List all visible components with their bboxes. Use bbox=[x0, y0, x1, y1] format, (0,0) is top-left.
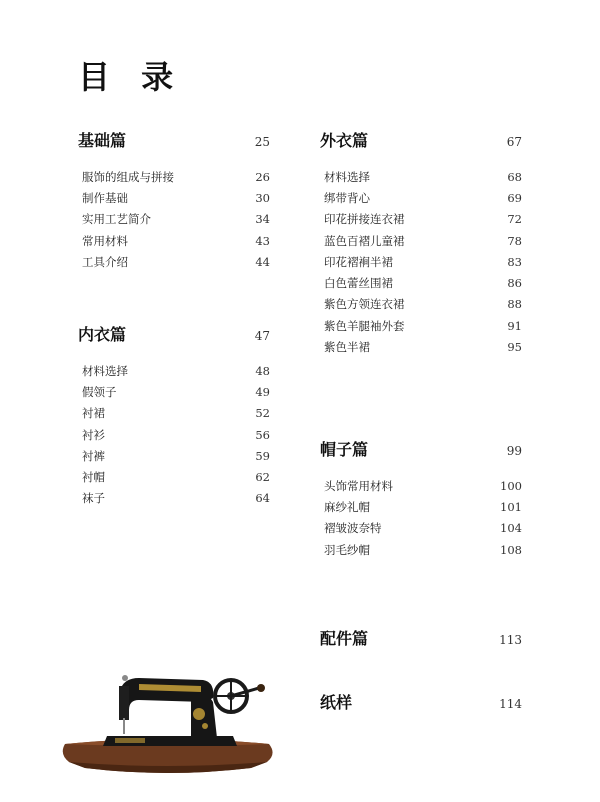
entry-page: 100 bbox=[500, 478, 522, 493]
entry-label: 白色蕾丝围裙 bbox=[324, 276, 393, 291]
entry-page: 68 bbox=[507, 169, 522, 184]
section-heading[interactable] bbox=[320, 690, 522, 712]
toc-entry[interactable] bbox=[324, 475, 522, 496]
entry-page: 62 bbox=[255, 470, 270, 485]
section-page: 47 bbox=[254, 329, 270, 343]
entry-page: 72 bbox=[507, 212, 522, 227]
entry-label: 绑带背心 bbox=[324, 190, 370, 205]
entry-page: 91 bbox=[507, 318, 522, 333]
toc-entry[interactable] bbox=[324, 166, 522, 187]
entry-label: 假领子 bbox=[82, 384, 117, 399]
section-heading[interactable] bbox=[320, 626, 522, 648]
section-peijian bbox=[320, 626, 522, 648]
entry-label: 褶皱波奈特 bbox=[324, 521, 382, 536]
entry-page: 30 bbox=[255, 190, 270, 205]
entry-page: 95 bbox=[507, 340, 522, 355]
entry-label: 制作基础 bbox=[82, 190, 128, 205]
toc-entry[interactable] bbox=[82, 403, 270, 424]
toc-entry[interactable] bbox=[324, 187, 522, 208]
toc-entry[interactable] bbox=[324, 209, 522, 230]
entry-label: 常用材料 bbox=[82, 233, 128, 248]
entry-label: 衬帽 bbox=[82, 470, 105, 485]
section-zhiyang bbox=[320, 690, 522, 712]
section-jichu bbox=[78, 128, 270, 272]
entry-label: 印花褶裥半裙 bbox=[324, 254, 393, 269]
toc-entry[interactable] bbox=[324, 518, 522, 539]
entry-label: 紫色羊腿袖外套 bbox=[324, 318, 405, 333]
toc-entry[interactable] bbox=[82, 166, 270, 187]
section-title: 外衣篇 bbox=[320, 131, 369, 150]
section-heading[interactable] bbox=[78, 128, 270, 150]
entry-label: 蓝色百褶儿童裙 bbox=[324, 233, 405, 248]
section-neiyi bbox=[78, 322, 270, 509]
entry-label: 衬裙 bbox=[82, 406, 105, 421]
section-page: 25 bbox=[254, 135, 270, 149]
entry-label: 头饰常用材料 bbox=[324, 478, 393, 493]
section-page: 67 bbox=[506, 135, 522, 149]
entry-label: 材料选择 bbox=[82, 363, 128, 378]
entry-label: 紫色半裙 bbox=[324, 340, 370, 355]
entry-page: 43 bbox=[255, 233, 270, 248]
entry-label: 实用工艺简介 bbox=[82, 212, 151, 227]
section-title: 基础篇 bbox=[78, 131, 127, 150]
section-page: 113 bbox=[499, 633, 522, 647]
toc-entry[interactable] bbox=[82, 445, 270, 466]
entry-page: 69 bbox=[507, 190, 522, 205]
section-title: 配件篇 bbox=[320, 629, 369, 648]
entry-page: 86 bbox=[507, 276, 522, 291]
toc-entry[interactable] bbox=[82, 424, 270, 445]
entry-page: 44 bbox=[255, 254, 270, 269]
entry-page: 59 bbox=[255, 448, 270, 463]
toc-entry[interactable] bbox=[82, 209, 270, 230]
entry-page: 64 bbox=[255, 491, 270, 506]
entry-label: 服饰的组成与拼接 bbox=[82, 169, 174, 184]
entry-label: 麻纱礼帽 bbox=[324, 499, 370, 514]
entry-page: 83 bbox=[507, 254, 522, 269]
entry-label: 衬衫 bbox=[82, 427, 105, 442]
entry-page: 34 bbox=[255, 212, 270, 227]
section-maozi bbox=[320, 437, 522, 560]
toc-entry[interactable] bbox=[82, 466, 270, 487]
sewing-machine-illustration bbox=[55, 658, 280, 778]
entry-page: 104 bbox=[500, 521, 522, 536]
toc-entry[interactable] bbox=[82, 230, 270, 251]
toc-entry[interactable] bbox=[324, 251, 522, 272]
toc-entry[interactable] bbox=[82, 187, 270, 208]
toc-entry[interactable] bbox=[324, 294, 522, 315]
toc-entry[interactable] bbox=[324, 496, 522, 517]
entry-label: 羽毛纱帽 bbox=[324, 542, 370, 557]
entry-label: 印花拼接连衣裙 bbox=[324, 212, 405, 227]
section-page: 99 bbox=[506, 444, 522, 458]
entry-page: 101 bbox=[500, 499, 522, 514]
toc-entry[interactable] bbox=[324, 315, 522, 336]
entry-label: 紫色方领连衣裙 bbox=[324, 297, 405, 312]
section-waiyi bbox=[320, 128, 522, 358]
entry-label: 材料选择 bbox=[324, 169, 370, 184]
section-title: 内衣篇 bbox=[78, 325, 127, 344]
toc-entry[interactable] bbox=[82, 360, 270, 381]
toc-entry[interactable] bbox=[82, 381, 270, 402]
entry-page: 108 bbox=[500, 542, 522, 557]
section-page: 114 bbox=[499, 697, 522, 711]
entry-label: 衬裤 bbox=[82, 448, 105, 463]
section-heading[interactable] bbox=[320, 437, 522, 459]
entry-page: 48 bbox=[255, 363, 270, 378]
page-title: 目 录 bbox=[78, 58, 184, 96]
toc-entry[interactable] bbox=[324, 336, 522, 357]
entry-page: 52 bbox=[255, 406, 270, 421]
entry-page: 26 bbox=[255, 169, 270, 184]
entry-label: 工具介绍 bbox=[82, 254, 128, 269]
toc-entry[interactable] bbox=[82, 488, 270, 509]
section-title: 帽子篇 bbox=[320, 440, 369, 459]
toc-entry[interactable] bbox=[82, 251, 270, 272]
toc-entry[interactable] bbox=[324, 539, 522, 560]
section-heading[interactable] bbox=[320, 128, 522, 150]
toc-entry[interactable] bbox=[324, 230, 522, 251]
section-heading[interactable] bbox=[78, 322, 270, 344]
entry-page: 49 bbox=[255, 384, 270, 399]
entry-label: 袜子 bbox=[82, 491, 105, 506]
entry-page: 88 bbox=[507, 297, 522, 312]
entry-page: 56 bbox=[255, 427, 270, 442]
toc-entry[interactable] bbox=[324, 272, 522, 293]
entry-page: 78 bbox=[507, 233, 522, 248]
section-title: 纸样 bbox=[320, 693, 353, 712]
